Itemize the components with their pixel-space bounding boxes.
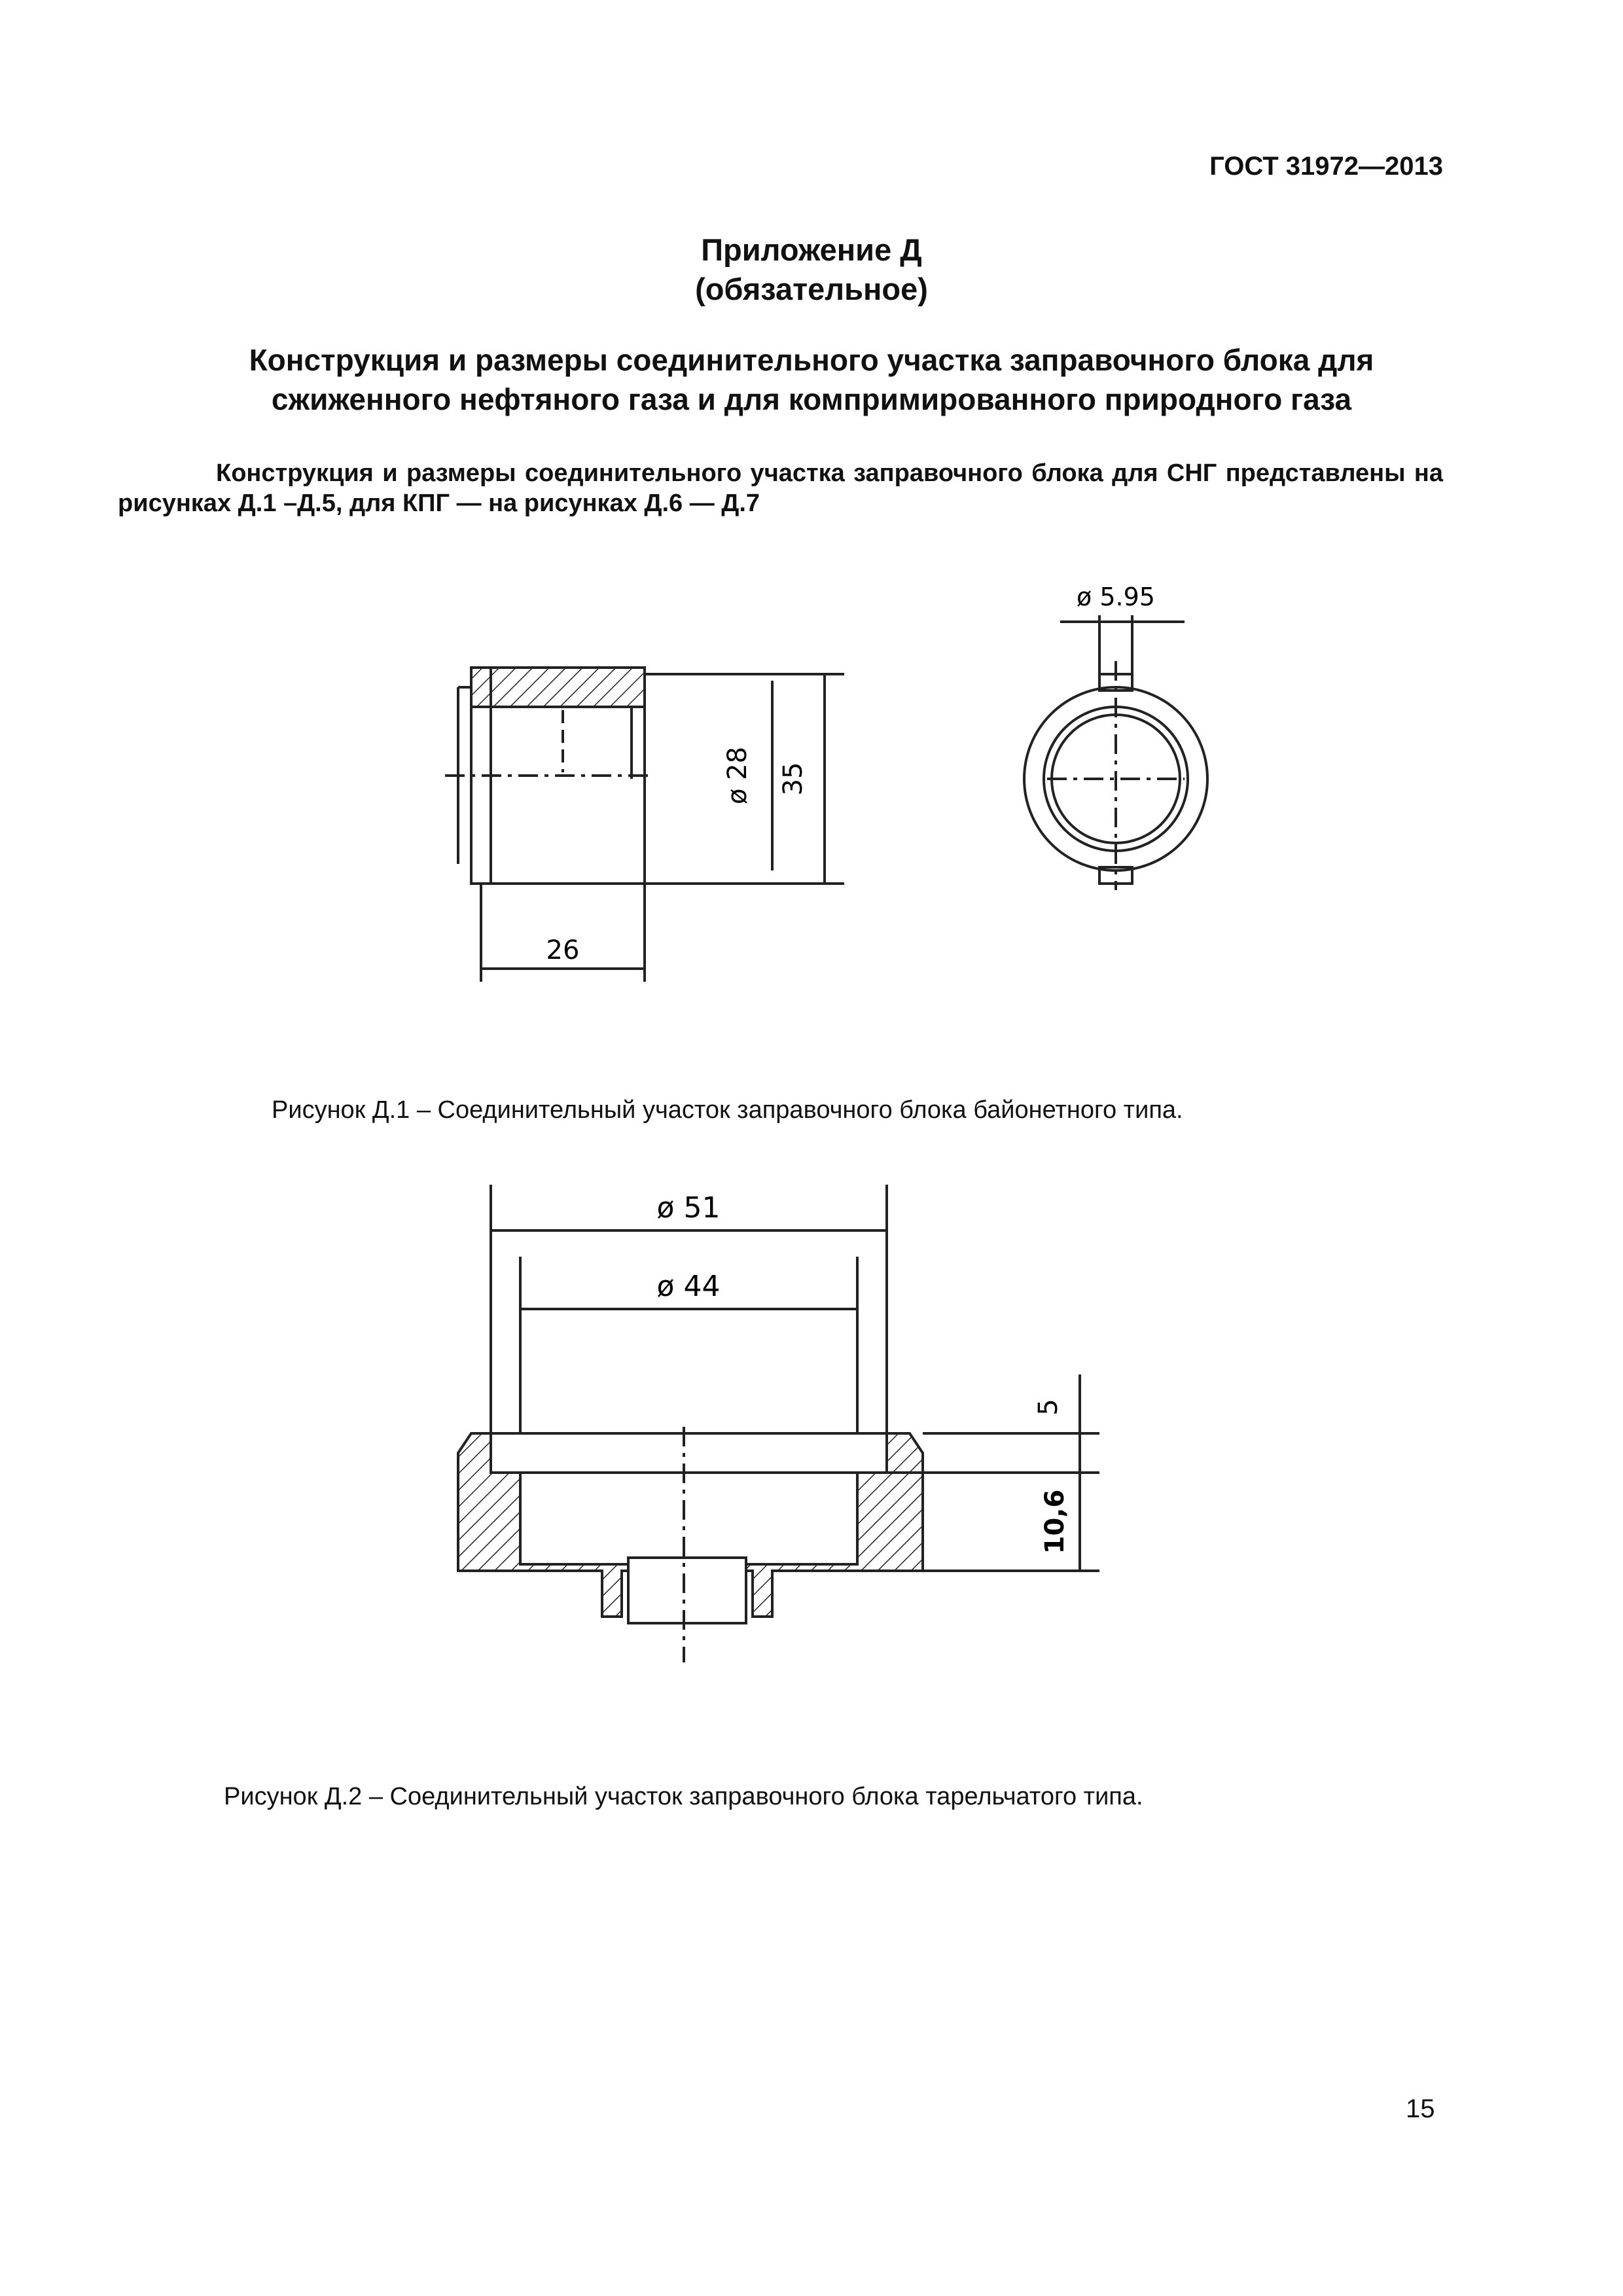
page-number: 15 <box>1406 2094 1435 2123</box>
dim-d595: ø 5.95 <box>1077 583 1155 611</box>
dim-d44: ø 44 <box>656 1270 721 1303</box>
intro-paragraph: Конструкция и размеры соединительного участка заправочного блока для СНГ представлены на рисунках Д.1 –Д.5, для КПГ — на рисунках Д.6 — Д.7 <box>118 459 1443 517</box>
appendix-title: Приложение Д <box>701 232 922 267</box>
appendix-subtitle: (обязательное) <box>695 272 928 306</box>
section-title-line-2: сжиженного нефтяного газа и для компримированного природного газа <box>271 382 1352 416</box>
dim-35: 35 <box>778 762 808 796</box>
disk-section-view <box>458 1185 1099 1662</box>
figure-d1-drawing <box>0 0 1623 1126</box>
section-title-line-1: Конструкция и размеры соединительного участка заправочного блока для <box>249 343 1374 377</box>
bayonet-front-view <box>1024 615 1207 890</box>
dim-d51: ø 51 <box>656 1191 721 1225</box>
dim-5: 5 <box>1033 1399 1063 1416</box>
document-code: ГОСТ 31972—2013 <box>1209 152 1443 181</box>
figure-d2-caption: Рисунок Д.2 – Соединительный участок заправочного блока тарельчатого типа. <box>224 1783 1143 1810</box>
dim-10-6: 10,6 <box>1040 1489 1070 1554</box>
figure-d1-caption: Рисунок Д.1 – Соединительный участок заправочного блока байонетного типа. <box>272 1096 1183 1124</box>
figure-d2-drawing <box>0 1165 1623 1702</box>
bayonet-side-view <box>445 668 844 982</box>
dim-d28: ø 28 <box>722 746 753 805</box>
dim-26: 26 <box>546 935 580 965</box>
